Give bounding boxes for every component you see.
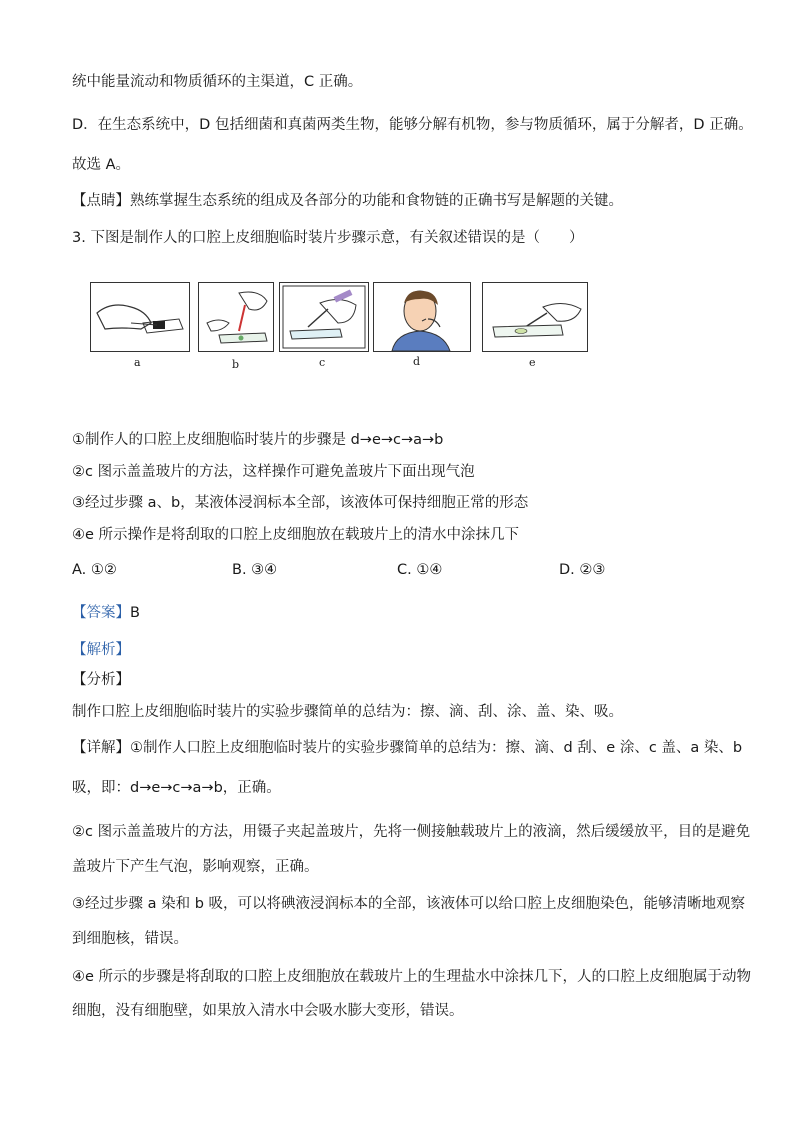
dianjing-tag: 【点睛】 xyxy=(72,193,130,209)
figure-e xyxy=(482,282,588,352)
option-d[interactable]: D. ②③ xyxy=(559,562,606,578)
dianjing-text: 熟练掌握生态系统的组成及各部分的功能和食物链的正确书写是解题的关键。 xyxy=(130,193,623,209)
figure-row xyxy=(90,282,590,382)
line-3: 故选 A。 xyxy=(72,157,131,173)
answer-value: B xyxy=(130,605,140,621)
xiangjie-line-3b: 到细胞核，错误。 xyxy=(72,931,188,947)
xiangjie-tag: 【详解】 xyxy=(72,740,130,756)
figure-a xyxy=(90,282,190,352)
summary-line: 制作口腔上皮细胞临时装片的实验步骤简单的总结为：擦、滴、刮、涂、盖、染、吸。 xyxy=(72,704,623,720)
figure-e-label: e xyxy=(529,356,536,369)
xiangjie-line-1 xyxy=(72,738,742,758)
statement-1: ①制作人的口腔上皮细胞临时装片的步骤是 d→e→c→a→b xyxy=(72,432,444,448)
statement-3: ③经过步骤 a、b，某液体浸润标本全部，该液体可保持细胞正常的形态 xyxy=(72,495,529,511)
xiangjie-line-4b: 细胞，没有细胞壁，如果放入清水中会吸水膨大变形，错误。 xyxy=(72,1003,464,1019)
figure-a-label: a xyxy=(134,356,141,369)
xiangjie-line-2: ②c 图示盖盖玻片的方法，用镊子夹起盖玻片，先将一侧接触载玻片上的液滴，然后缓缓放平，目的是避免 xyxy=(72,824,751,840)
option-c[interactable]: C. ①④ xyxy=(397,562,443,578)
line-2: D．在生态系统中，D 包括细菌和真菌两类生物，能够分解有机物，参与物质循环，属于分解者，D 正确。 xyxy=(72,117,753,133)
figure-d-label: d xyxy=(413,355,421,368)
xiangjie-line-2b: 盖玻片下产生气泡，影响观察，正确。 xyxy=(72,859,319,875)
jiexi-heading: 【解析】 xyxy=(72,642,130,658)
question-3: 3. 下图是制作人的口腔上皮细胞临时装片步骤示意，有关叙述错误的是（ ） xyxy=(72,230,584,246)
figure-d xyxy=(373,282,471,352)
statement-4: ④e 所示操作是将刮取的口腔上皮细胞放在载玻片上的清水中涂抹几下 xyxy=(72,527,520,543)
line-1: 统中能量流动和物质循环的主渠道，C 正确。 xyxy=(72,74,363,90)
option-a[interactable]: A. ①② xyxy=(72,562,117,578)
xiangjie-line-4: ④e 所示的步骤是将刮取的口腔上皮细胞放在载玻片上的生理盐水中涂抹几下，人的口腔上皮细胞属于动物 xyxy=(72,969,752,985)
figure-c xyxy=(279,282,369,352)
figure-b xyxy=(198,282,274,352)
xiangjie-line-1b: 吸，即：d→e→c→a→b，正确。 xyxy=(72,780,281,796)
answer-tag: 【答案】 xyxy=(72,605,130,621)
xiangjie-text-1: ①制作人口腔上皮细胞临时装片的实验步骤简单的总结为：擦、滴、d 刮、e 涂、c 盖、a 染、b xyxy=(130,740,743,756)
figure-c-label: c xyxy=(319,356,326,369)
xiangjie-line-3: ③经过步骤 a 染和 b 吸，可以将碘液浸润标本的全部，该液体可以给口腔上皮细胞染色，能够清晰地观察 xyxy=(72,896,746,912)
statement-2: ②c 图示盖盖玻片的方法，这样操作可避免盖玻片下面出现气泡 xyxy=(72,464,475,480)
answer-line xyxy=(72,603,140,623)
figure-b-label: b xyxy=(232,358,240,371)
fenxi-heading: 【分析】 xyxy=(72,672,130,688)
option-b[interactable]: B. ③④ xyxy=(232,562,278,578)
dianjing-line xyxy=(72,191,623,211)
